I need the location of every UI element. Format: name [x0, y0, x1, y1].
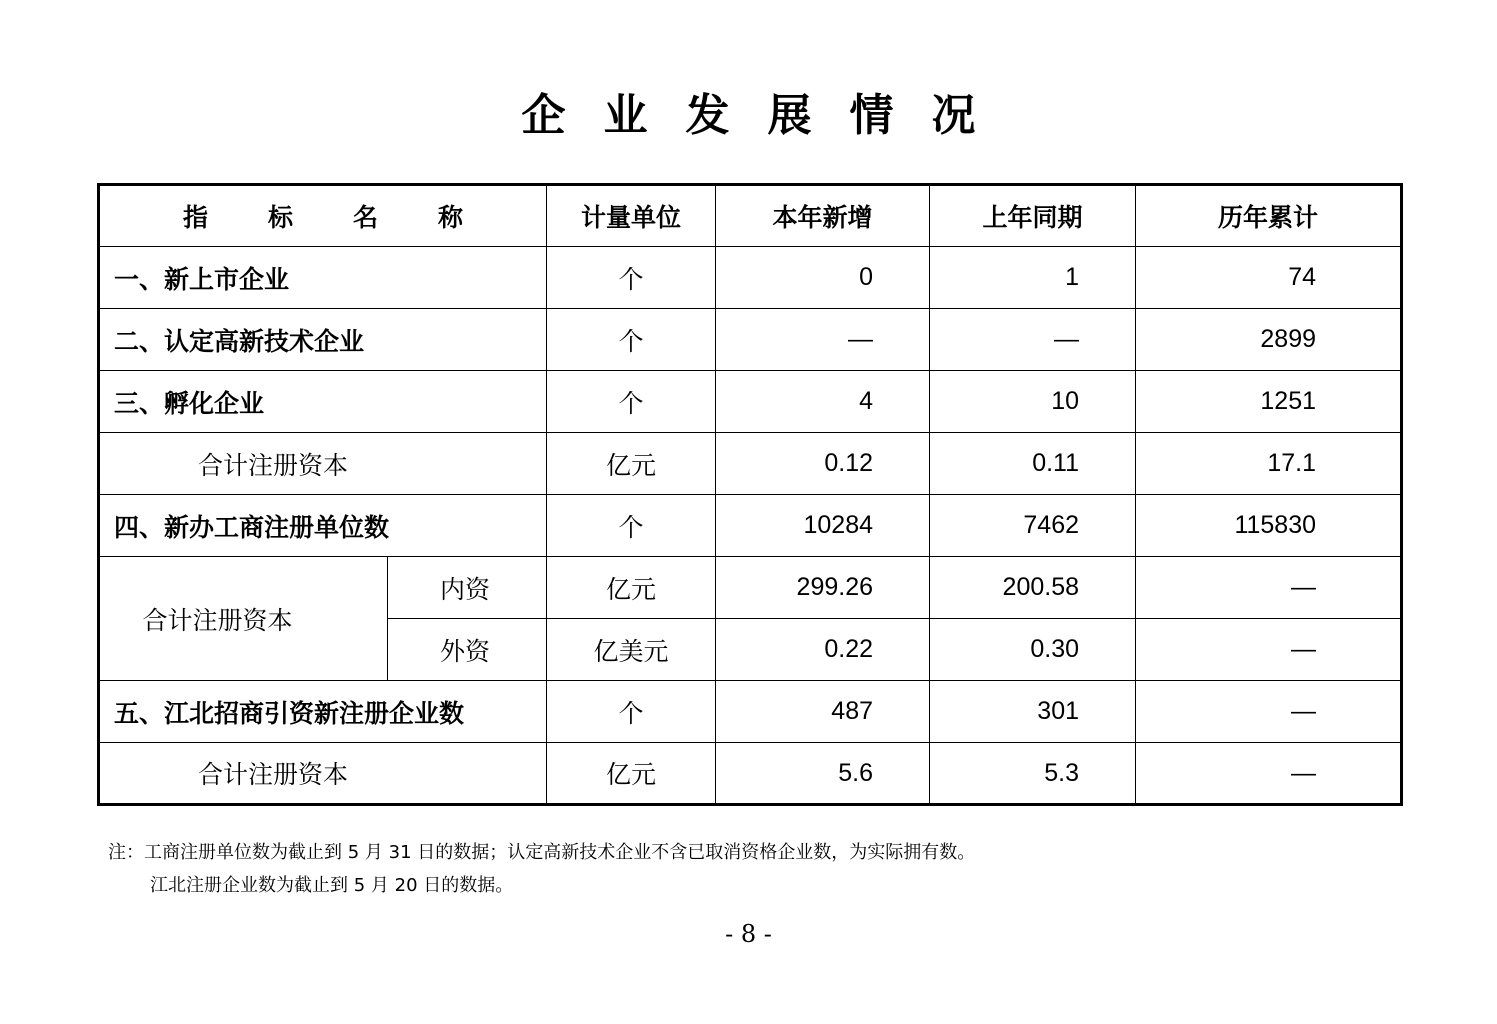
row-previous: 10 [930, 371, 1136, 433]
row-previous: 0.11 [930, 433, 1136, 495]
row-unit: 亿元 [547, 743, 716, 805]
row-total: — [1136, 681, 1402, 743]
row-name: 四、新办工商注册单位数 [99, 495, 547, 557]
header-cumulative: 历年累计 [1136, 185, 1402, 247]
table-row [99, 495, 1402, 557]
row-current: 5.6 [716, 743, 930, 805]
row-subname-merged: 合计注册资本 [99, 557, 388, 681]
footnote-line-1: 注：工商注册单位数为截止到 5 月 31 日的数据；认定高新技术企业不含已取消资格企业数，为实际拥有数。 [108, 842, 976, 863]
row-current: 0.22 [716, 619, 930, 681]
row-unit: 个 [547, 371, 716, 433]
table-row [99, 433, 1402, 495]
table-row [99, 371, 1402, 433]
table-row [99, 681, 1402, 743]
header-current-year: 本年新增 [716, 185, 930, 247]
page-number: - 8 - [725, 920, 772, 948]
row-unit: 个 [547, 681, 716, 743]
row-capital-type: 内资 [388, 557, 547, 619]
row-name: 五、江北招商引资新注册企业数 [99, 681, 547, 743]
row-unit: 个 [547, 247, 716, 309]
row-current: 10284 [716, 495, 930, 557]
row-unit: 个 [547, 309, 716, 371]
row-total: — [1136, 557, 1402, 619]
footnote-line-2: 江北注册企业数为截止到 5 月 20 日的数据。 [150, 875, 514, 896]
row-current: 0.12 [716, 433, 930, 495]
row-unit: 亿元 [547, 557, 716, 619]
row-capital-type: 外资 [388, 619, 547, 681]
table-row [99, 247, 1402, 309]
row-total: 1251 [1136, 371, 1402, 433]
table-row [99, 309, 1402, 371]
row-total: 17.1 [1136, 433, 1402, 495]
enterprise-stats-table [97, 183, 1403, 806]
row-total: — [1136, 743, 1402, 805]
table-row [99, 557, 1402, 619]
row-unit: 亿美元 [547, 619, 716, 681]
header-previous-year: 上年同期 [930, 185, 1136, 247]
row-subname: 合计注册资本 [99, 743, 547, 805]
row-previous: 7462 [930, 495, 1136, 557]
row-current: 487 [716, 681, 930, 743]
header-unit: 计量单位 [547, 185, 716, 247]
row-total: 2899 [1136, 309, 1402, 371]
row-unit: 个 [547, 495, 716, 557]
footnotes [108, 836, 975, 902]
header-indicator-name: 指标名称 [99, 185, 547, 247]
row-subname: 合计注册资本 [99, 433, 547, 495]
row-total: 74 [1136, 247, 1402, 309]
row-previous: 1 [930, 247, 1136, 309]
row-previous: 0.30 [930, 619, 1136, 681]
row-name: 一、新上市企业 [99, 247, 547, 309]
row-current: 299.26 [716, 557, 930, 619]
row-previous: 200.58 [930, 557, 1136, 619]
page-title: 企业发展情况 [521, 90, 1014, 141]
row-total: 115830 [1136, 495, 1402, 557]
row-previous: 301 [930, 681, 1136, 743]
row-name: 二、认定高新技术企业 [99, 309, 547, 371]
row-name: 三、孵化企业 [99, 371, 547, 433]
row-current: 4 [716, 371, 930, 433]
table-header-row [99, 185, 1402, 247]
row-unit: 亿元 [547, 433, 716, 495]
row-previous: 5.3 [930, 743, 1136, 805]
row-current: 0 [716, 247, 930, 309]
table-row [99, 743, 1402, 805]
row-previous: — [930, 309, 1136, 371]
row-current: — [716, 309, 930, 371]
row-total: — [1136, 619, 1402, 681]
